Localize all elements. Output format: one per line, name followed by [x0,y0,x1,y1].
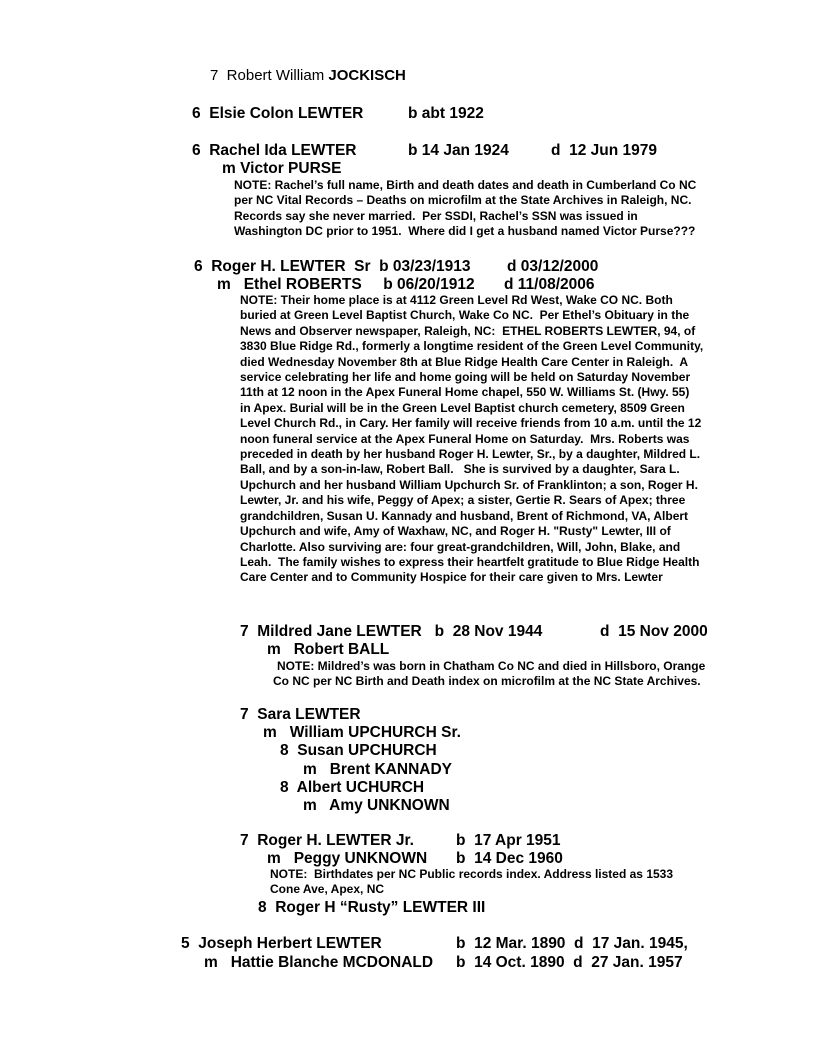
note-line: 3830 Blue Ridge Rd., formerly a longtime resident of the Green Level Community, [240,339,704,354]
note-block [270,867,673,898]
person-name: 6 Elsie Colon LEWTER [192,105,364,122]
note-line: per NC Vital Records – Deaths on microfilm at the State Archives in Raleigh, NC. [234,193,692,208]
note-line: Records say she never married. Per SSDI, Rachel’s SSN was issued in [234,208,638,223]
death-date: d 15 Nov 2000 [600,623,708,640]
note-line: Charlotte. Also surviving are: four great-grandchildren, Will, John, Blake, and [240,539,681,554]
person-surname: JOCKISCH [328,67,406,84]
spouse-name: m Hattie Blanche MCDONALD [204,954,434,971]
birth-date: b 17 Apr 1951 [456,832,561,849]
spouse-life-dates: b 14 Oct. 1890 d 27 Jan. 1957 [456,954,683,971]
note-line: died Wednesday November 8th at Blue Ridge Health Care Center in Raleigh. A [240,354,689,369]
entry-robert-william-jockisch [210,66,406,85]
note-line: service celebrating her life and home going will be held on Saturday November [240,370,691,385]
note-line: 11th at 12 noon in the Apex Funeral Home chapel, 550 W. Williams St. (Hwy. 55) [240,385,690,400]
person-name: 6 Rachel Ida LEWTER [192,142,357,159]
note-block [240,293,703,586]
note-line: Lewter, Jr. and his wife, Peggy of Apex; a sister, Gertie R. Sears of Apex; three [240,493,686,508]
note-line: preceded in death by her husband Roger H. Lewter, Sr., by a daughter, Mildred L. [240,447,701,462]
spouse-name: m Robert BALL [267,641,390,658]
note-line: News and Observer newspaper, Raleigh, NC: ETHEL ROBERTS LEWTER, 94, of [240,323,696,338]
note-line: Ball, and by a son-in-law, Robert Ball. She is survived by a daughter, Sara L. [240,462,680,477]
note-line: Level Church Rd., in Cary. Her family will receive friends from 10 a.m. until the 12 [240,416,702,431]
spouse-name: m Peggy UNKNOWN [267,850,428,867]
child-name: 8 Albert UCHURCH [280,779,425,796]
note-line: noon funeral service at the Apex Funeral Home on Saturday. Mrs. Roberts was [240,431,690,446]
note-line: Upchurch and wife, Amy of Waxhaw, NC, and Roger H. "Rusty" Lewter, III of [240,524,671,539]
note-line: grandchildren, Susan U. Kannady and husband, Brent of Richmond, VA, Albert [240,508,689,523]
birth-date: b abt 1922 [408,105,484,122]
note-line: in Apex. Burial will be in the Green Level Baptist church cemetery, 8509 Green [240,400,685,415]
note-line: Care Center and to Community Hospice for their care given to Mrs. Lewter [240,570,663,585]
person-name: 7 Sara LEWTER [240,706,361,723]
person-name: 5 Joseph Herbert LEWTER [181,935,382,952]
person-name: 7 Mildred Jane LEWTER b 28 Nov 1944 [240,623,543,640]
death-date: d 03/12/2000 [507,258,599,275]
note-line: NOTE: Their home place is at 4112 Green Level Rd West, Wake CO NC. Both [240,293,673,307]
spouse-name: m Amy UNKNOWN [303,797,450,814]
death-date: d 12 Jun 1979 [551,142,657,159]
spouse-birth-date: b 14 Dec 1960 [456,850,563,867]
note-line: Upchurch and her husband William Upchurch Sr. of Franklinton; a son, Roger H. [240,477,698,492]
child-name: 8 Susan UPCHURCH [280,742,437,759]
spouse-name: m Brent KANNADY [303,761,452,778]
note-line: buried at Green Level Baptist Church, Wake Co NC. Per Ethel’s Obituary in the [240,308,690,323]
person-name: 7 Roger H. LEWTER Jr. [240,832,414,849]
person-name: 6 Roger H. LEWTER Sr b 03/23/1913 [194,258,471,275]
life-dates: b 12 Mar. 1890 d 17 Jan. 1945, [456,935,688,952]
note-block [273,659,705,690]
spouse-name: m Ethel ROBERTS b 06/20/1912 [217,276,475,293]
note-line: Leah. The family wishes to express their heartfelt gratitude to Blue Ridge Health [240,554,700,569]
note-block [234,178,696,240]
note-line: Washington DC prior to 1951. Where did I get a husband named Victor Purse??? [234,224,696,239]
spouse-death-date: d 11/08/2006 [504,276,595,293]
note-line: Cone Ave, Apex, NC [270,882,385,897]
note-line: NOTE: Mildred’s was born in Chatham Co NC and died in Hillsboro, Orange [277,659,706,673]
spouse-name: m William UPCHURCH Sr. [263,724,461,741]
note-line: NOTE: Rachel’s full name, Birth and death dates and death in Cumberland Co NC [234,178,697,192]
person-name: 7 Robert William [210,67,329,84]
spouse-name: m Victor PURSE [222,160,342,177]
birth-date: b 14 Jan 1924 [408,142,509,159]
child-name: 8 Roger H “Rusty” LEWTER III [258,899,486,916]
note-line: NOTE: Birthdates per NC Public records index. Address listed as 1533 [270,867,674,881]
note-line: Co NC per NC Birth and Death index on microfilm at the NC State Archives. [273,674,701,689]
